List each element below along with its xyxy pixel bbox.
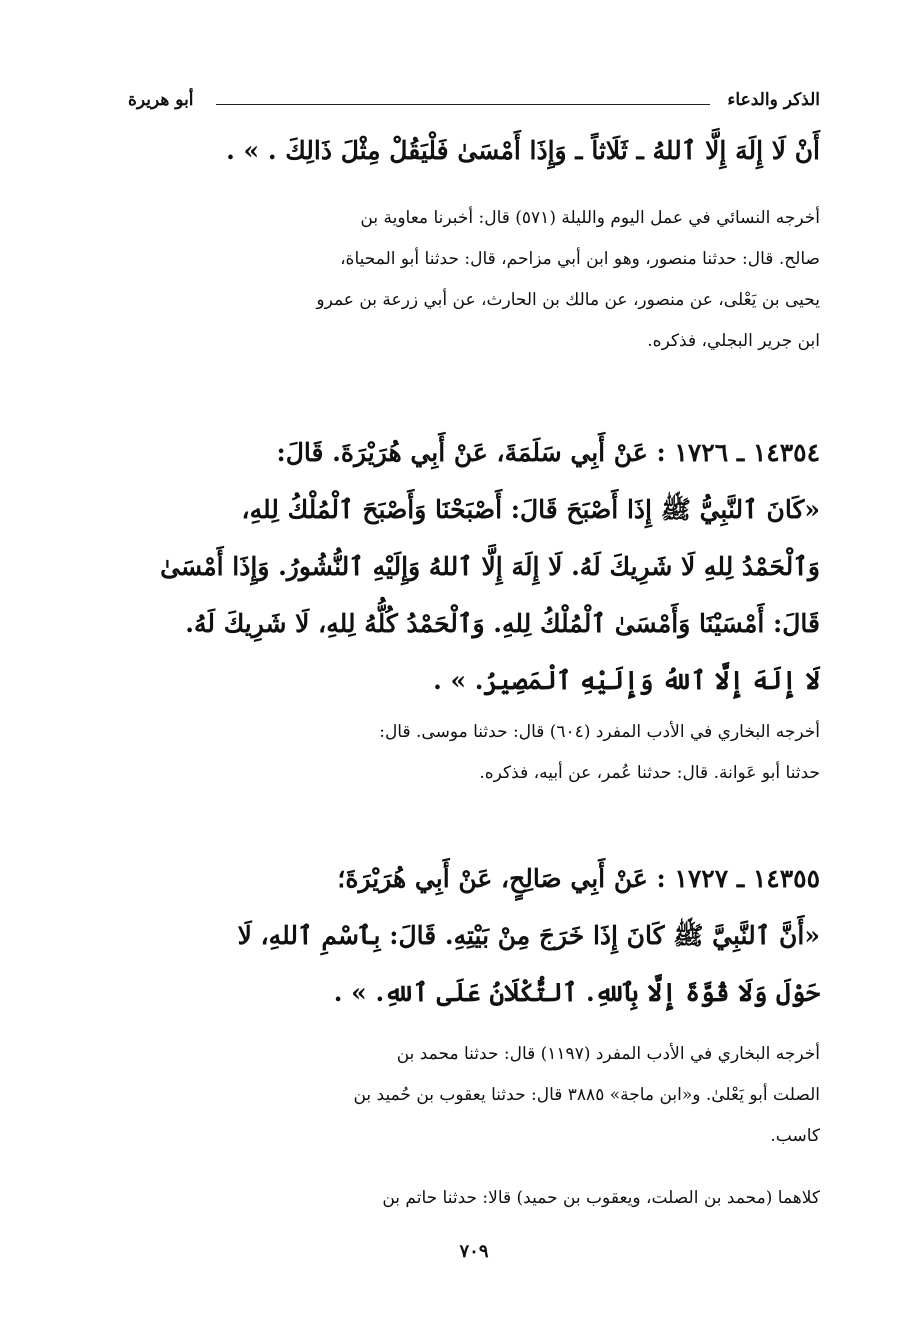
page-number: ٧٠٩ (459, 1241, 489, 1262)
note-line: أخرجه البخاري في الأدب المفرد (١١٩٧) قال: حدثنا محمد بن (396, 1044, 820, 1064)
takhrij-note (128, 198, 820, 362)
note-line: كلاهما (محمد بن الصلت، ويعقوب بن حميد) قالا: حدثنا حاتم بن (382, 1188, 820, 1208)
running-header (128, 84, 820, 116)
note-line: أخرجه البخاري في الأدب المفرد (٦٠٤) قال: حدثنا موسى. قال: (379, 722, 820, 742)
note-line: حدثنا أبو عَوانة. قال: حدثنا عُمر، عن أبيه، فذكره. (479, 763, 820, 783)
takhrij-note (128, 1178, 820, 1219)
note-line: يحيى بن يَعْلى، عن منصور، عن مالك بن الحارث، عن أبي زرعة بن عمرو (316, 290, 820, 310)
matn-line: «كَانَ ٱلنَّبِيُّ ﷺ إِذَا أَصْبَحَ قَالَ: أَصْبَحْنَا وَأَصْبَحَ ٱلْمُلْكُ لِلهِ، (241, 495, 820, 524)
note-line: أخرجه النسائي في عمل اليوم والليلة (٥٧١) قال: أخبرنا معاوية بن (360, 208, 820, 228)
matn-line: أَنْ لَا إِلَهَ إِلَّا ٱللهُ ـ ثَلَاثاً ـ وَإِذَا أَمْسَىٰ فَلْيَقُلْ مِثْلَ ذَالِكَ . » . (226, 136, 820, 165)
matn-line: «أَنَّ ٱلنَّبِيَّ ﷺ كَانَ إِذَا خَرَجَ مِنْ بَيْتِهِ. قَالَ: بِٱسْمِ ٱللهِ، لَا (237, 921, 820, 950)
hadith-14355 (128, 850, 820, 1021)
note-line: الصلت أبو يَعْلىٰ. و«ابن ماجة» ٣٨٨٥ قال: حدثنا يعقوب بن حُميد بن (353, 1085, 820, 1105)
matn-line: وَٱلْحَمْدُ لِلهِ لَا شَرِيكَ لَهُ. لَا إِلَهَ إِلَّا ٱللهُ وَإِلَيْهِ ٱلنُّشُورُ. وَإِذَا أَمْسَىٰ (160, 552, 820, 581)
header-chapter-title: الذكر والدعاء (727, 90, 820, 110)
note-line: كاسب. (770, 1126, 820, 1146)
matn-line: قَالَ: أَمْسَيْنَا وَأَمْسَىٰ ٱلْمُلْكُ لِلهِ. وَٱلْحَمْدُ كُلُّهُ لِلهِ، لَا شَرِيكَ لَهُ. (185, 609, 820, 638)
header-rule (216, 104, 710, 105)
matn-line: لَا إِلَهَ إِلَّا ٱللهُ وَإِلَيْهِ ٱلْمَصِيرُ. » . (433, 666, 820, 695)
header-narrator-title: أبو هريرة (128, 90, 194, 110)
hadith-14354 (128, 424, 820, 709)
book-page (128, 84, 820, 1324)
hadith-continuation (128, 122, 820, 179)
matn-line: حَوْلَ وَلَا قُوَّةَ إِلَّا بِٱللهِ. ٱلتُّكْلَانُ عَلَى ٱللهِ. » . (333, 978, 820, 1007)
takhrij-note (128, 1034, 820, 1157)
matn-line: ١٤٣٥٥ ـ ١٧٢٧ : عَنْ أَبِي صَالِحٍ، عَنْ أَبِي هُرَيْرَةَ؛ (337, 864, 820, 893)
note-line: صالح. قال: حدثنا منصور، وهو ابن أبي مزاحم، قال: حدثنا أبو المحياة، (340, 249, 820, 269)
note-line: ابن جرير البجلي، فذكره. (647, 331, 820, 351)
matn-line: ١٤٣٥٤ ـ ١٧٢٦ : عَنْ أَبِي سَلَمَةَ، عَنْ أَبِي هُرَيْرَةَ. قَالَ: (276, 438, 820, 467)
takhrij-note (128, 712, 820, 794)
